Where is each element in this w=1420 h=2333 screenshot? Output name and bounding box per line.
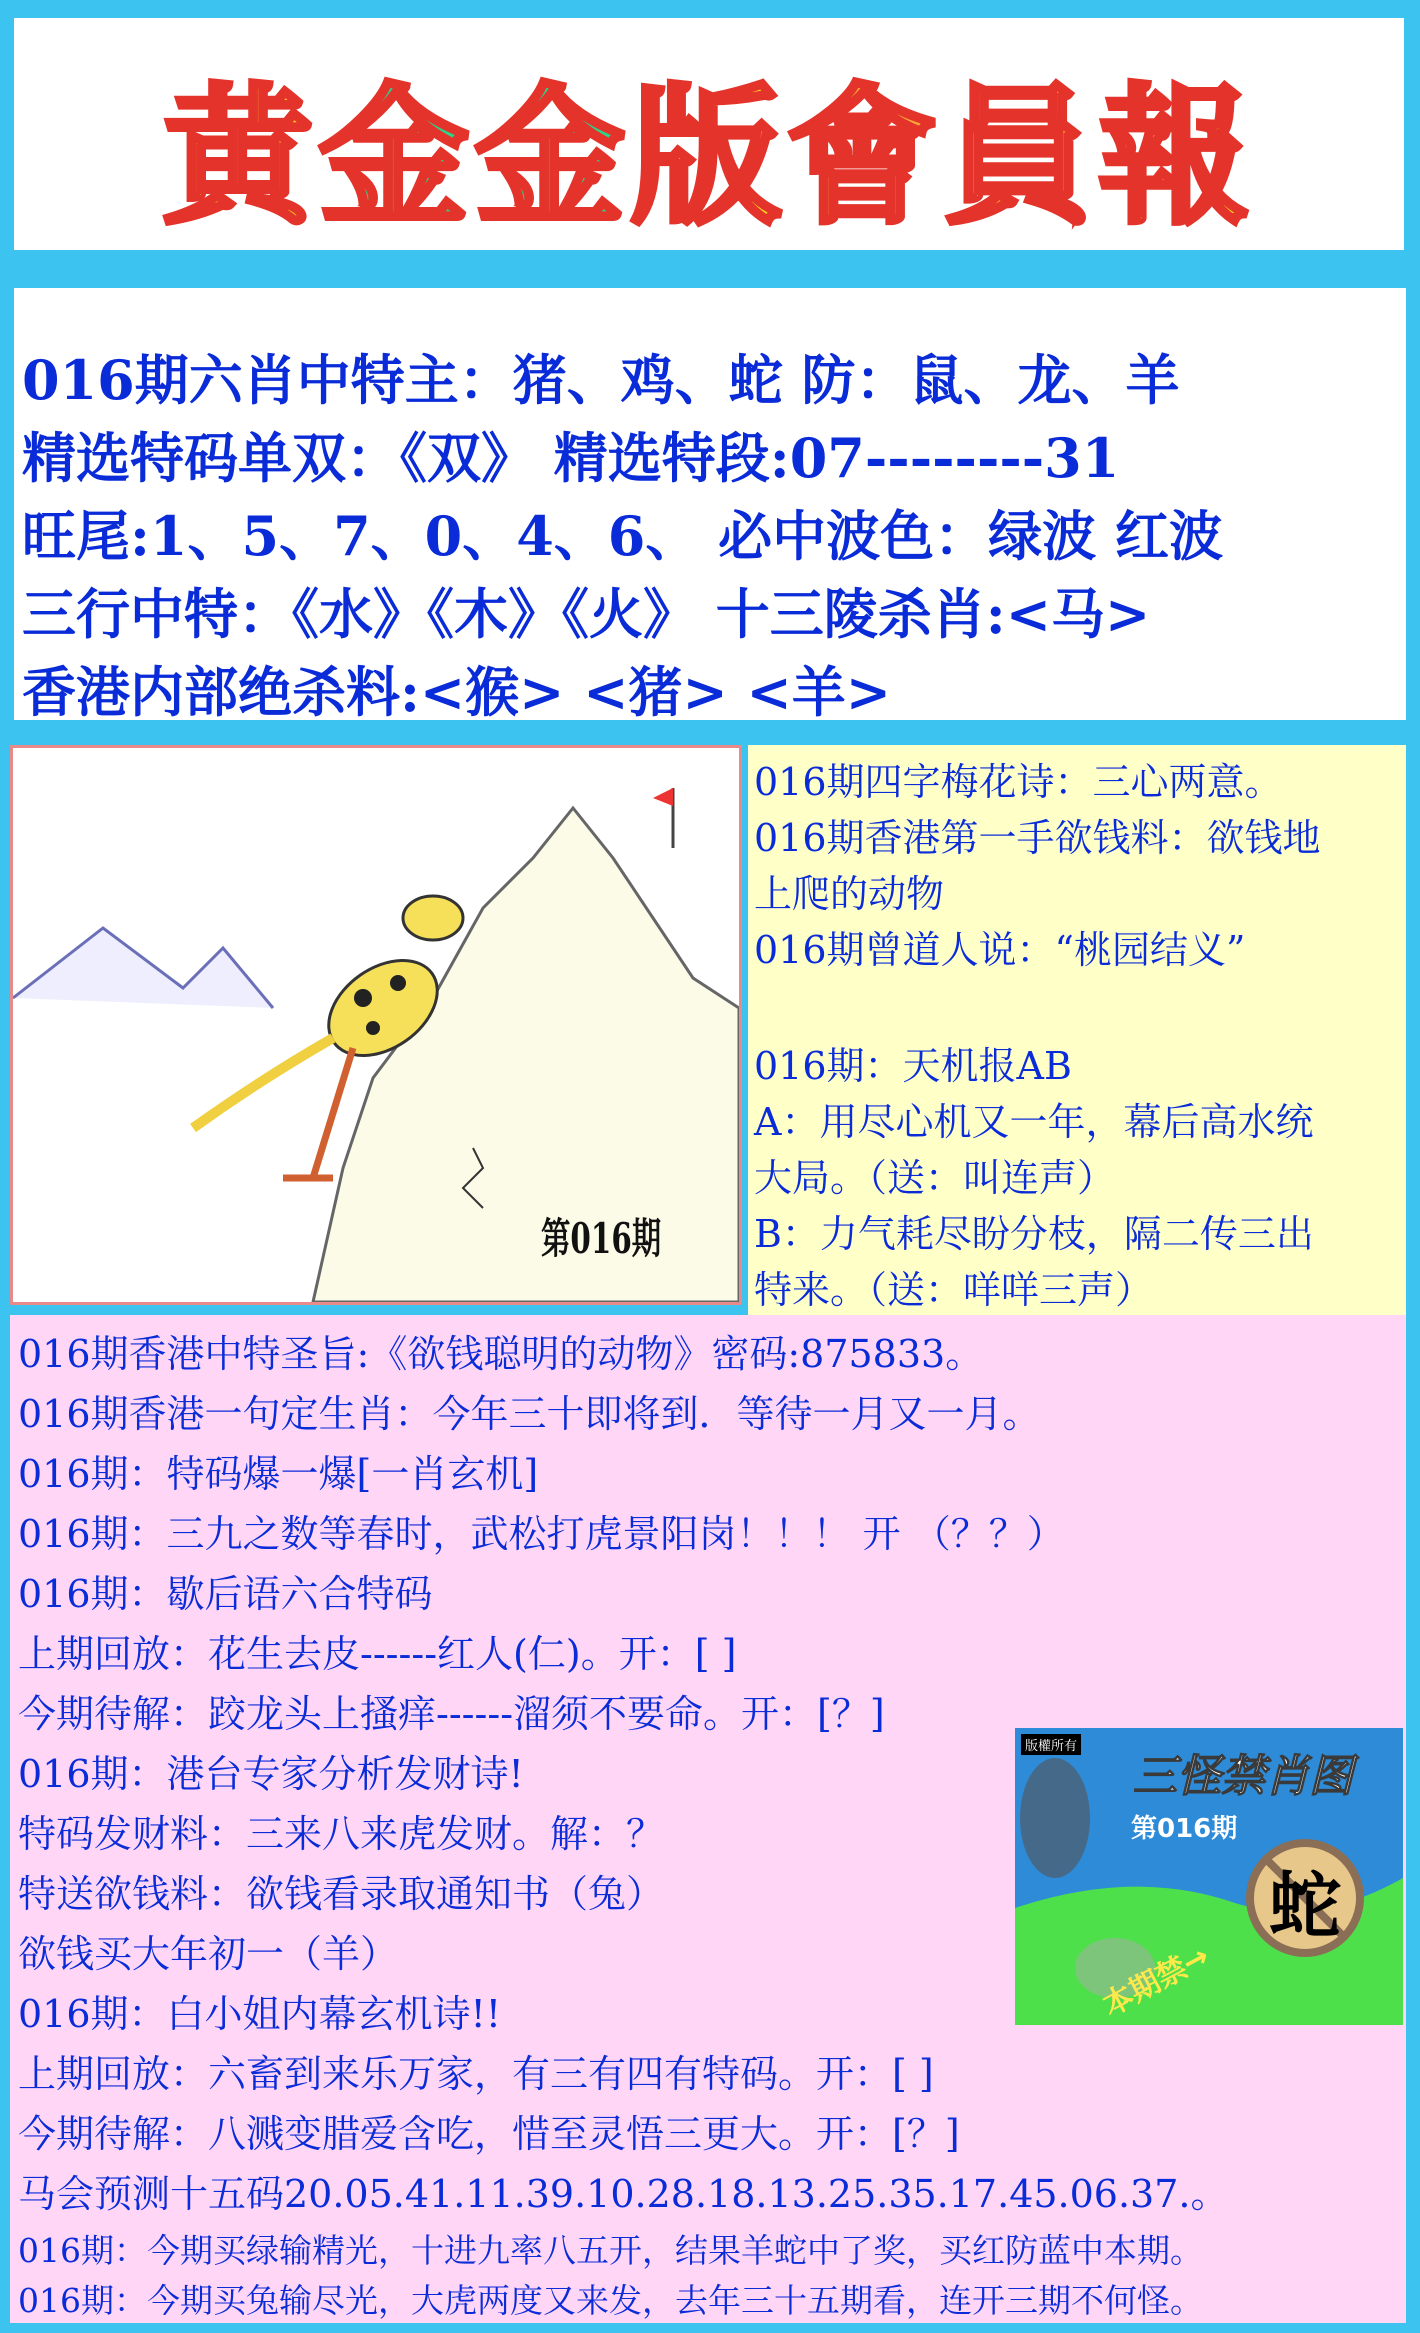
- mr-line-zeng: 016期曾道人说：“桃园结义”: [754, 928, 1246, 972]
- lw-line-sentence: 016期香港一句定生肖：今年三十即将到．等待一月又一月。: [18, 1392, 1041, 1436]
- dog-spot: [366, 1021, 380, 1035]
- lw-line-new-year: 欲钱买大年初一（羊）: [18, 1932, 399, 1976]
- lw-line-replay-2: 上期回放：六畜到来乐万家，有三有四有特码。开：[ ]: [18, 2052, 934, 2096]
- lw-line-rabbit: 016期：今期买兔输尽光，大虎两度又来发，去年三十五期看，连开三期不何怪。: [18, 2281, 1203, 2320]
- dog-spot: [390, 975, 406, 991]
- page-title: [14, 36, 1404, 252]
- lw-line-special: 016期：特码爆一爆[一肖玄机]: [18, 1452, 539, 1496]
- lw-line-fifteen-codes: 马会预测十五码20.05.41.11.39.10.28.18.13.25.35.17.45.06.37.。: [18, 2172, 1229, 2216]
- mid-right-text-block: [748, 745, 1406, 1315]
- mr-line-a-cont: 大局。（送：叫连声）: [754, 1156, 1116, 1200]
- lw-line-green: 016期：今期买绿输精光，十进九率八五开，结果羊蛇中了奖，买红防蓝中本期。: [18, 2231, 1203, 2270]
- mr-line-first-hand: 016期香港第一手欲钱料：欲钱地: [754, 816, 1321, 860]
- lw-line-replay-1: 上期回放：花生去皮------红人(仁)。开：[ ]: [18, 1632, 737, 1676]
- flag: [653, 788, 673, 806]
- main-line-elements: 三行中特：《水》《木》《火》 十三陵杀肖:<马>: [22, 582, 1151, 646]
- lw-line-fortune: 特码发财料：三来八来虎发财。解：？: [18, 1812, 665, 1856]
- watermark-badge: 版權所有: [1021, 1734, 1081, 1755]
- mountain-left: [13, 928, 273, 1008]
- title-char-7: 報: [1099, 71, 1256, 245]
- mr-line-first-hand-cont: 上爬的动物: [754, 872, 945, 916]
- title-char-1: 黄: [162, 71, 319, 245]
- title-banner: [14, 18, 1404, 250]
- lw-line-expert: 016期：港台专家分析发财诗!: [18, 1752, 524, 1796]
- mr-line-poem: 016期四字梅花诗：三心两意。: [754, 760, 1283, 804]
- lw-line-xiehouyu: 016期：歇后语六合特码: [18, 1572, 433, 1616]
- main-line-odd-even: 精选特码单双：《双》 精选特段:07--------31: [22, 426, 1120, 490]
- title-char-4: 版: [630, 71, 787, 245]
- zodiac-ban-issue: 第016期: [1131, 1814, 1238, 1844]
- mr-line-b: B：力气耗尽盼分枝，隔二传三出: [754, 1212, 1314, 1256]
- title-char-5: 會: [787, 71, 944, 245]
- title-char-6: 員: [943, 71, 1100, 245]
- mr-line-b-cont: 特来。（送：咩咩三声）: [754, 1268, 1154, 1312]
- lw-line-thirty-nine: 016期：三九之数等春时，武松打虎景阳岗！！！ 开 （？？）: [18, 1512, 1065, 1556]
- dog-head: [403, 896, 463, 940]
- main-line-six-zodiac: 016期六肖中特主：猪、鸡、蛇 防：鼠、龙、羊: [22, 348, 1180, 412]
- main-prediction-block: [14, 288, 1406, 724]
- lw-line-miss-bai: 016期：白小姐内幕玄机诗!!: [18, 1992, 502, 2036]
- zodiac-ban-image: [1015, 1728, 1403, 2025]
- mr-line-tianji: 016期：天机报AB: [754, 1044, 1072, 1088]
- dog-spot: [354, 989, 372, 1007]
- zodiac-ban-label: 本期禁→: [1097, 1938, 1216, 2024]
- title-char-2: 金: [318, 71, 475, 245]
- comic-issue-label: 第016期: [541, 1214, 662, 1263]
- main-line-kill-zodiac: 香港内部绝杀料:<猴> <猪> <羊>: [22, 660, 892, 724]
- mr-line-a: A：用尽心机又一年，幕后高水统: [754, 1100, 1314, 1144]
- lw-line-pending-1: 今期待解：跤龙头上搔痒------溜须不要命。开：[？]: [18, 1692, 885, 1736]
- comic-image: [10, 745, 742, 1305]
- lw-line-pending-2: 今期待解：八溅变腊爱含吃，惜至灵悟三更大。开：[？]: [18, 2112, 960, 2156]
- lw-line-decree: 016期香港中特圣旨:《欲钱聪明的动物》密码:875833。: [18, 1332, 984, 1376]
- zodiac-ban-symbol: 蛇: [1268, 1863, 1341, 1948]
- main-line-tail-wave: 旺尾:1、5、7、0、4、6、 必中波色：绿波 红波: [22, 504, 1223, 568]
- dog-tail: [193, 1038, 333, 1128]
- lw-line-gift: 特送欲钱料：欲钱看录取通知书（兔）: [18, 1872, 665, 1916]
- zodiac-ban-title: 三怪禁肖图: [1133, 1751, 1353, 1802]
- title-char-3: 金: [474, 71, 631, 245]
